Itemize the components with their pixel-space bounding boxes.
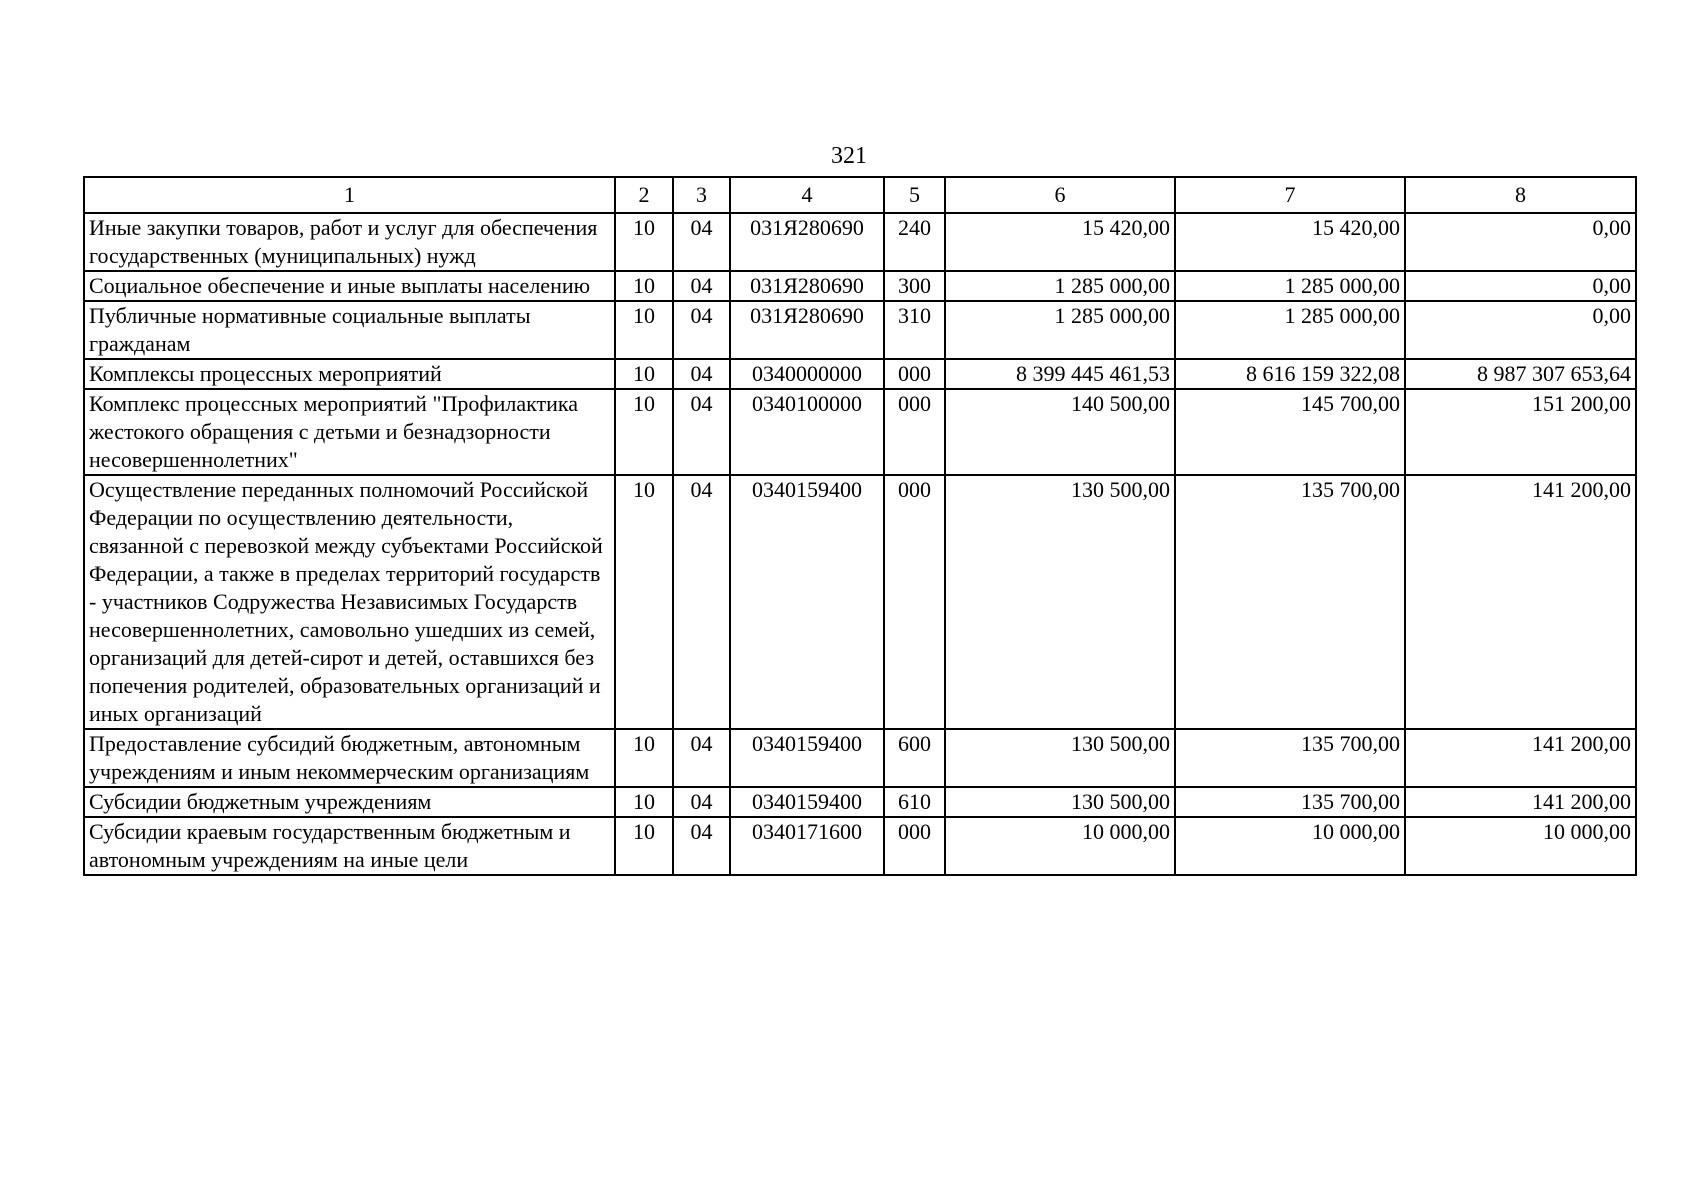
row-name: Субсидии краевым государственным бюджетным и автономным учреждениям на иные цели (84, 817, 615, 875)
row-target-article: 0340000000 (730, 359, 884, 389)
row-amount-8: 0,00 (1405, 301, 1636, 359)
row-target-article: 031Я280690 (730, 301, 884, 359)
row-target-article: 0340159400 (730, 787, 884, 817)
row-amount-7: 135 700,00 (1175, 729, 1405, 787)
row-name: Субсидии бюджетным учреждениям (84, 787, 615, 817)
row-amount-6: 140 500,00 (945, 389, 1175, 475)
row-amount-7: 135 700,00 (1175, 475, 1405, 729)
row-expense-type: 000 (884, 389, 945, 475)
row-expense-type: 300 (884, 271, 945, 301)
row-subsection: 04 (673, 359, 730, 389)
row-section: 10 (615, 729, 673, 787)
row-expense-type: 000 (884, 475, 945, 729)
row-subsection: 04 (673, 475, 730, 729)
row-expense-type: 600 (884, 729, 945, 787)
table-row (84, 389, 1636, 475)
row-subsection: 04 (673, 787, 730, 817)
row-subsection: 04 (673, 817, 730, 875)
row-amount-6: 8 399 445 461,53 (945, 359, 1175, 389)
header-row (84, 177, 1636, 213)
row-amount-8: 8 987 307 653,64 (1405, 359, 1636, 389)
row-amount-6: 130 500,00 (945, 787, 1175, 817)
row-amount-7: 8 616 159 322,08 (1175, 359, 1405, 389)
row-section: 10 (615, 817, 673, 875)
row-amount-7: 15 420,00 (1175, 213, 1405, 271)
row-target-article: 0340159400 (730, 475, 884, 729)
header-col-1: 1 (84, 177, 615, 213)
row-amount-6: 10 000,00 (945, 817, 1175, 875)
row-amount-8: 0,00 (1405, 271, 1636, 301)
row-target-article: 0340171600 (730, 817, 884, 875)
row-name: Публичные нормативные социальные выплаты гражданам (84, 301, 615, 359)
header-col-5: 5 (884, 177, 945, 213)
row-expense-type: 310 (884, 301, 945, 359)
table-row (84, 475, 1636, 729)
row-name: Социальное обеспечение и иные выплаты населению (84, 271, 615, 301)
row-section: 10 (615, 301, 673, 359)
row-section: 10 (615, 389, 673, 475)
row-amount-6: 130 500,00 (945, 729, 1175, 787)
row-subsection: 04 (673, 389, 730, 475)
row-name: Комплекс процессных мероприятий "Профилактика жестокого обращения с детьми и безнадзорности несовершеннолетних" (84, 389, 615, 475)
row-subsection: 04 (673, 301, 730, 359)
row-amount-7: 135 700,00 (1175, 787, 1405, 817)
row-target-article: 031Я280690 (730, 271, 884, 301)
table-row (84, 817, 1636, 875)
row-subsection: 04 (673, 213, 730, 271)
row-subsection: 04 (673, 271, 730, 301)
row-amount-7: 10 000,00 (1175, 817, 1405, 875)
row-section: 10 (615, 475, 673, 729)
row-amount-8: 151 200,00 (1405, 389, 1636, 475)
row-section: 10 (615, 359, 673, 389)
row-name: Осуществление переданных полномочий Российской Федерации по осуществлению деятельности, связанной с перевозкой между субъектами Российской Федерации, а также в пределах территорий государств - участников Содружества Независимых Государств несовершеннолетних, самовольно ушедших из семей, организаций для детей-сирот и детей, оставшихся без попечения родителей, образовательных организаций и иных организаций (84, 475, 615, 729)
row-amount-8: 0,00 (1405, 213, 1636, 271)
row-target-article: 031Я280690 (730, 213, 884, 271)
row-amount-8: 141 200,00 (1405, 475, 1636, 729)
row-section: 10 (615, 787, 673, 817)
header-col-4: 4 (730, 177, 884, 213)
row-section: 10 (615, 213, 673, 271)
row-name: Комплексы процессных мероприятий (84, 359, 615, 389)
budget-table (83, 176, 1637, 876)
row-target-article: 0340100000 (730, 389, 884, 475)
header-col-2: 2 (615, 177, 673, 213)
header-col-7: 7 (1175, 177, 1405, 213)
row-expense-type: 000 (884, 817, 945, 875)
header-col-8: 8 (1405, 177, 1636, 213)
table-row (84, 359, 1636, 389)
row-name: Иные закупки товаров, работ и услуг для обеспечения государственных (муниципальных) нужд (84, 213, 615, 271)
page-number: 321 (831, 143, 867, 169)
row-expense-type: 610 (884, 787, 945, 817)
row-amount-8: 10 000,00 (1405, 817, 1636, 875)
header-col-6: 6 (945, 177, 1175, 213)
row-amount-8: 141 200,00 (1405, 729, 1636, 787)
table-row (84, 787, 1636, 817)
row-amount-7: 1 285 000,00 (1175, 271, 1405, 301)
row-amount-7: 1 285 000,00 (1175, 301, 1405, 359)
row-amount-6: 1 285 000,00 (945, 271, 1175, 301)
row-amount-6: 15 420,00 (945, 213, 1175, 271)
row-amount-8: 141 200,00 (1405, 787, 1636, 817)
row-target-article: 0340159400 (730, 729, 884, 787)
header-col-3: 3 (673, 177, 730, 213)
row-expense-type: 000 (884, 359, 945, 389)
row-expense-type: 240 (884, 213, 945, 271)
table-row (84, 271, 1636, 301)
row-name: Предоставление субсидий бюджетным, автономным учреждениям и иным некоммерческим организациям (84, 729, 615, 787)
table-row (84, 729, 1636, 787)
table-row (84, 301, 1636, 359)
row-section: 10 (615, 271, 673, 301)
row-subsection: 04 (673, 729, 730, 787)
row-amount-6: 130 500,00 (945, 475, 1175, 729)
row-amount-7: 145 700,00 (1175, 389, 1405, 475)
row-amount-6: 1 285 000,00 (945, 301, 1175, 359)
table-row (84, 213, 1636, 271)
